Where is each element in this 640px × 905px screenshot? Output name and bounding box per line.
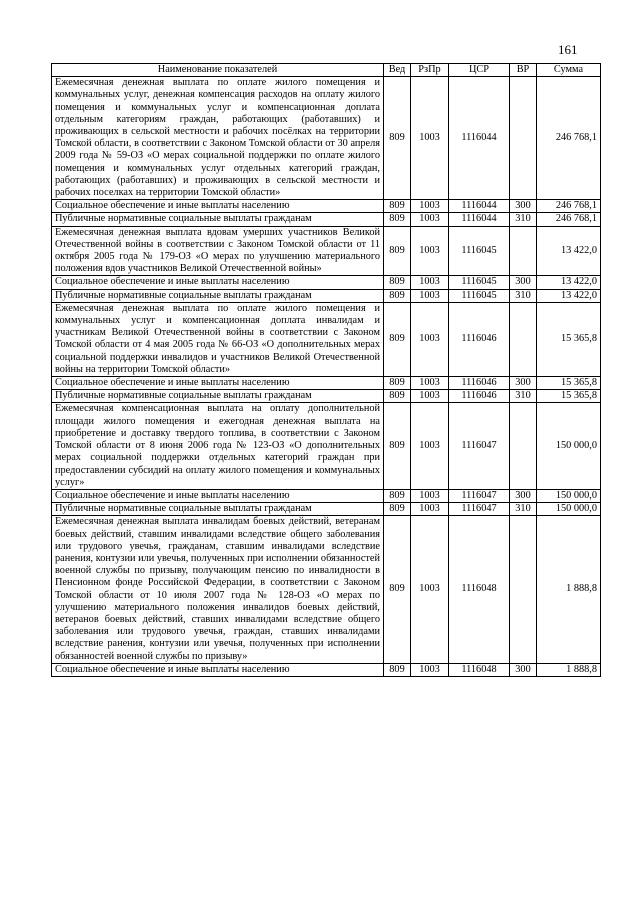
table-row bbox=[52, 390, 601, 403]
row-vr: 310 bbox=[510, 289, 537, 302]
row-csr: 1116044 bbox=[449, 77, 510, 200]
row-vr: 300 bbox=[510, 663, 537, 676]
table-row bbox=[52, 377, 601, 390]
budget-table bbox=[51, 63, 601, 677]
row-sum: 15 365,8 bbox=[537, 302, 601, 376]
row-name: Публичные нормативные социальные выплаты гражданам bbox=[52, 213, 384, 226]
row-vr: 300 bbox=[510, 276, 537, 289]
row-ved: 809 bbox=[384, 289, 411, 302]
header-rzpr: РзПр bbox=[411, 64, 449, 77]
row-vr: 300 bbox=[510, 377, 537, 390]
row-ved: 809 bbox=[384, 77, 411, 200]
row-csr: 1116046 bbox=[449, 377, 510, 390]
header-vr: ВР bbox=[510, 64, 537, 77]
row-ved: 809 bbox=[384, 503, 411, 516]
row-sum: 13 422,0 bbox=[537, 226, 601, 276]
table-row bbox=[52, 489, 601, 502]
row-name: Ежемесячная компенсационная выплата на оплату дополнительной площади жилого помещения и ежегодная денежная выплата на приобретение и доставку твердого топлива, в соответствии с Законом Томской области от 8 июня 2006 года № 123-ОЗ «О дополнительных мерах социальной поддержки отдельных категорий граждан при предоставлении субсидий на оплату жилого помещения и коммунальных услуг» bbox=[52, 403, 384, 489]
row-ved: 809 bbox=[384, 377, 411, 390]
table-row bbox=[52, 516, 601, 663]
row-csr: 1116047 bbox=[449, 489, 510, 502]
row-ved: 809 bbox=[384, 516, 411, 663]
row-rzpr: 1003 bbox=[411, 276, 449, 289]
row-csr: 1116045 bbox=[449, 289, 510, 302]
row-csr: 1116047 bbox=[449, 503, 510, 516]
row-ved: 809 bbox=[384, 663, 411, 676]
row-csr: 1116048 bbox=[449, 516, 510, 663]
row-name: Публичные нормативные социальные выплаты гражданам bbox=[52, 289, 384, 302]
row-sum: 15 365,8 bbox=[537, 377, 601, 390]
row-sum: 1 888,8 bbox=[537, 663, 601, 676]
row-name: Ежемесячная денежная выплата по оплате жилого помещения и коммунальных услуг и компенсационная доплата инвалидам и участникам Великой Отечественной войны в соответствии с Законом Томской области от 4 мая 2005 года № 66-ОЗ «О дополнительных мерах социальной поддержки инвалидов и участников Великой Отечественной войны на территории Томской области» bbox=[52, 302, 384, 376]
row-rzpr: 1003 bbox=[411, 200, 449, 213]
row-ved: 809 bbox=[384, 489, 411, 502]
page-number: 161 bbox=[558, 42, 578, 57]
row-rzpr: 1003 bbox=[411, 403, 449, 489]
row-csr: 1116045 bbox=[449, 276, 510, 289]
table-row bbox=[52, 289, 601, 302]
row-rzpr: 1003 bbox=[411, 213, 449, 226]
row-csr: 1116045 bbox=[449, 226, 510, 276]
table-row bbox=[52, 276, 601, 289]
row-name: Социальное обеспечение и иные выплаты населению bbox=[52, 663, 384, 676]
row-sum: 246 768,1 bbox=[537, 77, 601, 200]
row-ved: 809 bbox=[384, 403, 411, 489]
row-csr: 1116046 bbox=[449, 390, 510, 403]
row-ved: 809 bbox=[384, 200, 411, 213]
row-sum: 246 768,1 bbox=[537, 213, 601, 226]
row-ved: 809 bbox=[384, 302, 411, 376]
row-sum: 150 000,0 bbox=[537, 503, 601, 516]
row-rzpr: 1003 bbox=[411, 302, 449, 376]
table-row bbox=[52, 503, 601, 516]
row-rzpr: 1003 bbox=[411, 226, 449, 276]
row-name: Ежемесячная денежная выплата инвалидам боевых действий, ветеранам боевых действий, ставшим инвалидами вследствие общего заболевания или трудового увечья, гражданам, ставшим инвалидами вследствие ранения, контузии или увечья, полученных при исполнении обязанностей военной службы по призыву, получающим пенсию по инвалидности в Пенсионном фонде Российской Федерации, в соответствии с Законом Томской области от 10 июля 2007 года № 128-ОЗ «О мерах по улучшению материального положения инвалидов боевых действий, ветеранов боевых действий, ставших инвалидами вследствие общего заболевания или трудового увечья, граждан, ставших инвалидами вследствие ранения, контузии или увечья, полученных при исполнении обязанностей военной службы по призыву» bbox=[52, 516, 384, 663]
row-name: Социальное обеспечение и иные выплаты населению bbox=[52, 377, 384, 390]
header-sum: Сумма bbox=[537, 64, 601, 77]
row-sum: 15 365,8 bbox=[537, 390, 601, 403]
row-rzpr: 1003 bbox=[411, 489, 449, 502]
row-sum: 13 422,0 bbox=[537, 276, 601, 289]
row-csr: 1116044 bbox=[449, 213, 510, 226]
row-rzpr: 1003 bbox=[411, 377, 449, 390]
row-rzpr: 1003 bbox=[411, 516, 449, 663]
header-row bbox=[52, 64, 601, 77]
row-sum: 150 000,0 bbox=[537, 403, 601, 489]
table-row bbox=[52, 200, 601, 213]
header-ved: Вед bbox=[384, 64, 411, 77]
row-vr: 310 bbox=[510, 213, 537, 226]
row-csr: 1116044 bbox=[449, 200, 510, 213]
row-rzpr: 1003 bbox=[411, 77, 449, 200]
row-ved: 809 bbox=[384, 276, 411, 289]
row-rzpr: 1003 bbox=[411, 503, 449, 516]
row-vr bbox=[510, 77, 537, 200]
row-vr bbox=[510, 302, 537, 376]
row-sum: 1 888,8 bbox=[537, 516, 601, 663]
table-row bbox=[52, 226, 601, 276]
row-sum: 150 000,0 bbox=[537, 489, 601, 502]
row-vr: 300 bbox=[510, 489, 537, 502]
row-name: Ежемесячная денежная выплата по оплате жилого помещения и коммунальных услуг, денежная компенсация расходов на оплату жилого помещения и коммунальных услуг и компенсационная доплата отдельным категориям граждан, работающих (работавших) и проживающих в сельской местности и рабочих посёлках на территории Томской области, в соответствии с Законом Томской области от 30 апреля 2009 года № 59-ОЗ «О мерах социальной поддержки по оплате жилого помещения и коммунальных услуг отдельных категорий граждан, работающих (работавших) и проживающих в сельской местности и рабочих поселках на территории Томской области» bbox=[52, 77, 384, 200]
row-name: Публичные нормативные социальные выплаты гражданам bbox=[52, 503, 384, 516]
row-csr: 1116048 bbox=[449, 663, 510, 676]
row-vr bbox=[510, 403, 537, 489]
row-vr: 300 bbox=[510, 200, 537, 213]
row-name: Социальное обеспечение и иные выплаты населению bbox=[52, 276, 384, 289]
table-row bbox=[52, 302, 601, 376]
row-rzpr: 1003 bbox=[411, 390, 449, 403]
row-name: Публичные нормативные социальные выплаты гражданам bbox=[52, 390, 384, 403]
row-ved: 809 bbox=[384, 390, 411, 403]
row-vr: 310 bbox=[510, 390, 537, 403]
table-row bbox=[52, 213, 601, 226]
row-vr bbox=[510, 516, 537, 663]
row-vr: 310 bbox=[510, 503, 537, 516]
header-name: Наименование показателей bbox=[52, 64, 384, 77]
table-row bbox=[52, 403, 601, 489]
header-csr: ЦСР bbox=[449, 64, 510, 77]
row-ved: 809 bbox=[384, 213, 411, 226]
row-csr: 1116046 bbox=[449, 302, 510, 376]
row-name: Социальное обеспечение и иные выплаты населению bbox=[52, 489, 384, 502]
row-sum: 13 422,0 bbox=[537, 289, 601, 302]
table-header bbox=[52, 64, 601, 77]
row-csr: 1116047 bbox=[449, 403, 510, 489]
table-body bbox=[52, 77, 601, 677]
table-row bbox=[52, 77, 601, 200]
row-sum: 246 768,1 bbox=[537, 200, 601, 213]
row-name: Социальное обеспечение и иные выплаты населению bbox=[52, 200, 384, 213]
row-name: Ежемесячная денежная выплата вдовам умерших участников Великой Отечественной войны в соответствии с Законом Томской области от 11 октября 2005 года № 179-ОЗ «О мерах по улучшению материального положения вдов участников Великой Отечественной войны» bbox=[52, 226, 384, 276]
row-ved: 809 bbox=[384, 226, 411, 276]
table-row bbox=[52, 663, 601, 676]
row-vr bbox=[510, 226, 537, 276]
row-rzpr: 1003 bbox=[411, 289, 449, 302]
row-rzpr: 1003 bbox=[411, 663, 449, 676]
